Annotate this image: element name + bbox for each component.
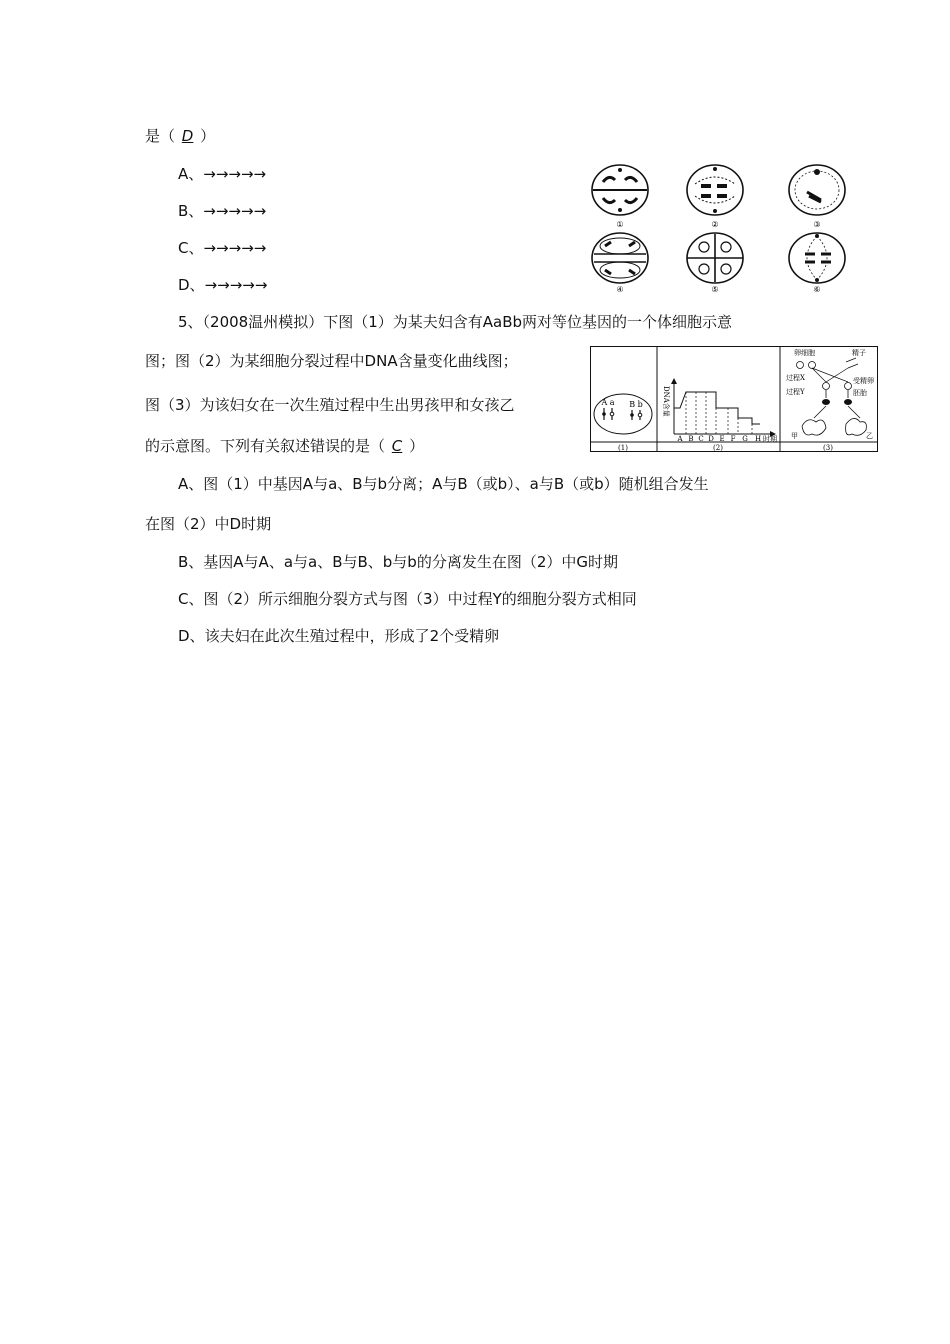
tick-f: F bbox=[730, 435, 736, 443]
q4-answer: D bbox=[181, 127, 194, 145]
panel-2-label: (2) bbox=[713, 444, 723, 452]
cell-label-4: ④ bbox=[616, 285, 624, 294]
panel-3-process-y: 过程Y bbox=[786, 388, 805, 396]
option-sequence: →→→→→ bbox=[203, 165, 267, 183]
q5-option-d bbox=[178, 626, 499, 646]
q5-option-a bbox=[178, 474, 709, 494]
panel-3-egg-label: 卵细胞 bbox=[794, 349, 815, 357]
tick-a: A bbox=[677, 435, 683, 443]
option-label: A、 bbox=[178, 475, 204, 493]
q5-option-b bbox=[178, 552, 618, 572]
panel-2-xlabel: 时期 bbox=[763, 435, 777, 443]
option-sequence: →→→→→ bbox=[203, 202, 267, 220]
option-text: 在图（2）中D时期 bbox=[145, 515, 272, 533]
cell-diagram-3 bbox=[789, 165, 845, 229]
panel-2-ylabel: DNA含量 bbox=[662, 386, 670, 417]
cell-diagram-4 bbox=[592, 233, 648, 294]
q5-option-c bbox=[178, 589, 637, 609]
panel-3-label: (3) bbox=[823, 444, 833, 452]
cell-diagram-5 bbox=[687, 233, 743, 294]
cell-label-2: ② bbox=[711, 220, 719, 229]
tick-d: D bbox=[708, 435, 714, 443]
tick-b: B bbox=[688, 435, 694, 443]
option-text: 图（2）所示细胞分裂方式与图（3）中过程Y的细胞分裂方式相同 bbox=[203, 590, 637, 608]
option-label: D、 bbox=[178, 627, 205, 645]
cell-label-6: ⑥ bbox=[813, 285, 821, 294]
tick-h: H bbox=[754, 435, 762, 443]
cell-diagram-2 bbox=[687, 165, 743, 229]
option-label: A、 bbox=[178, 165, 204, 183]
cell-division-figure bbox=[585, 162, 865, 294]
q4-tail-suffix: ） bbox=[200, 127, 216, 145]
option-label: D、 bbox=[178, 276, 205, 294]
option-text: 基因A与A、a与a、B与B、b与b的分离发生在图（2）中G时期 bbox=[203, 553, 618, 571]
option-text: 图（1）中基因A与a、B与b分离；A与B（或b）、a与B（或b）随机组合发生 bbox=[203, 475, 709, 493]
q5-stem-line-4 bbox=[145, 436, 424, 456]
option-label: C、 bbox=[178, 239, 204, 257]
tick-g: G bbox=[742, 435, 748, 443]
panel-1-label: (1) bbox=[618, 444, 628, 452]
panel-1-genes-right: B b bbox=[629, 400, 643, 409]
q5-stem-prefix: 的示意图。下列有关叙述错误的是（ bbox=[145, 437, 386, 455]
option-sequence: →→→→→ bbox=[204, 276, 268, 294]
q5-option-a-continued bbox=[145, 514, 271, 534]
tick-e: E bbox=[719, 435, 725, 443]
q5-figure bbox=[590, 346, 878, 452]
q4-option-c bbox=[178, 238, 266, 258]
option-label: B、 bbox=[178, 202, 204, 220]
cell-label-5: ⑤ bbox=[711, 285, 719, 294]
q4-option-d bbox=[178, 275, 267, 295]
q4-tail-prefix: 是（ bbox=[145, 127, 176, 145]
q4-option-a bbox=[178, 164, 266, 184]
q5-answer: C bbox=[391, 437, 403, 455]
cell-label-3: ③ bbox=[813, 220, 821, 229]
panel-3-boy-label: 甲 bbox=[791, 432, 798, 440]
panel-3-girl-label: 乙 bbox=[866, 432, 873, 440]
option-sequence: →→→→→ bbox=[203, 239, 267, 257]
tick-c: C bbox=[698, 435, 704, 443]
q5-stem-line-1: 5、（2008温州模拟）下图（1）为某夫妇含有AaBb两对等位基因的一个体细胞示意 bbox=[178, 313, 733, 331]
panel-3-zygote-label: 受精卵 bbox=[853, 377, 874, 385]
panel-1-genes-left: A a bbox=[601, 398, 615, 407]
q4-tail bbox=[145, 126, 215, 146]
option-label: C、 bbox=[178, 590, 204, 608]
option-label: B、 bbox=[178, 553, 204, 571]
cell-diagram-6 bbox=[789, 233, 845, 294]
option-text: 该夫妇在此次生殖过程中，形成了2个受精卵 bbox=[204, 627, 500, 645]
q4-option-b bbox=[178, 201, 266, 221]
cell-label-1: ① bbox=[616, 220, 624, 229]
cell-diagram-1 bbox=[592, 165, 648, 229]
q5-stem-suffix: ） bbox=[409, 437, 425, 455]
panel-3-process-x: 过程X bbox=[786, 374, 805, 382]
q5-stem-line-2: 图；图（2）为某细胞分裂过程中DNA含量变化曲线图； bbox=[145, 352, 518, 370]
panel-3-sperm-label: 精子 bbox=[852, 349, 866, 357]
q5-stem-line-3: 图（3）为该妇女在一次生殖过程中生出男孩甲和女孩乙 bbox=[145, 396, 515, 414]
panel-3-embryo-label: 胚胎 bbox=[853, 389, 867, 397]
